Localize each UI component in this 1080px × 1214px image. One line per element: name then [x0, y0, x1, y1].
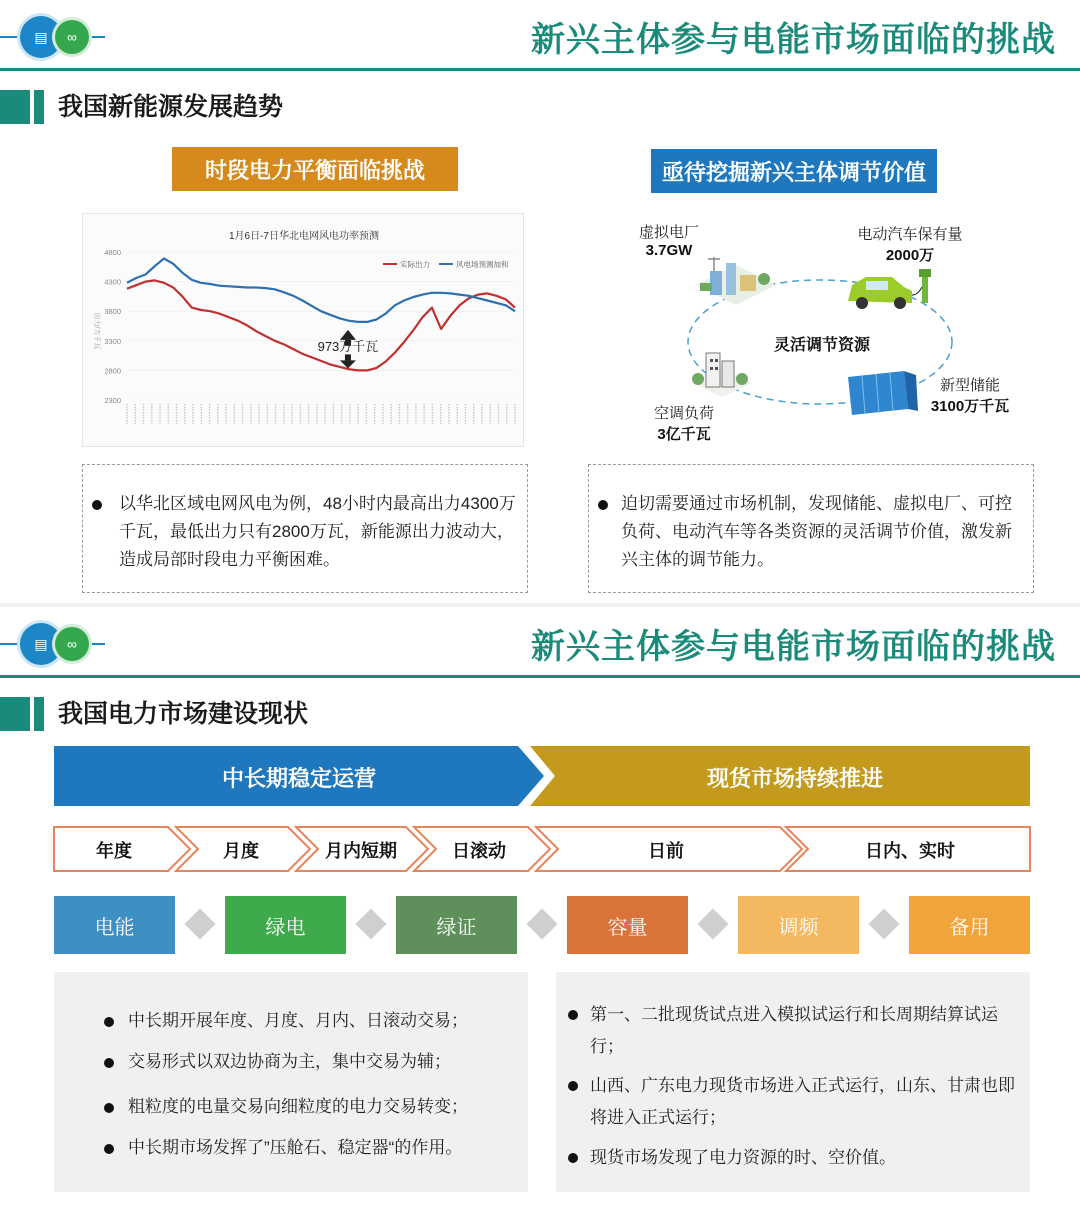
- y-tick-label: 2800: [104, 366, 121, 376]
- link-icon: ∞: [55, 627, 89, 661]
- y-tick-label: 4800: [104, 248, 121, 257]
- y-axis-label: 出力/万千瓦: [93, 312, 100, 350]
- header-rule: [0, 675, 1080, 678]
- y-tick-label: 4300: [104, 277, 121, 287]
- page-title: 新兴主体参与电能市场面临的挑战: [531, 21, 1056, 59]
- header-rule: [0, 68, 1080, 71]
- slide-header: [0, 607, 1080, 679]
- link-icon: ∞: [55, 20, 89, 54]
- storage-label: 新型储能: [939, 377, 1000, 394]
- timescale-year: 年度: [96, 841, 132, 861]
- air-conditioning-load-icon: [692, 353, 752, 397]
- y-tick-label: 3800: [104, 307, 121, 317]
- electric-car-icon: [848, 269, 931, 309]
- bullet-dot: [104, 1103, 114, 1113]
- ev-label: 电动汽车保有量: [857, 226, 963, 243]
- chart-title: 1月6日-7日华北电网风电功率预测: [228, 231, 380, 242]
- section-title: 我国电力市场建设现状: [58, 700, 309, 728]
- gap-annotation: 973万千瓦: [317, 339, 379, 355]
- product-reserve: 备用: [909, 896, 1030, 954]
- vpp-label: 虚拟电厂: [638, 224, 699, 241]
- ev-value: 2000万: [885, 247, 935, 264]
- slide-header: [0, 0, 1080, 72]
- long-term-arrow: 中长期稳定运营: [221, 765, 376, 791]
- bullet-dot: [92, 500, 102, 510]
- bullet-dot: [104, 1058, 114, 1068]
- product-green-power: 绿电: [225, 896, 346, 954]
- pill-power-balance: 时段电力平衡面临挑战: [172, 147, 458, 191]
- long-term-bullet-2: 交易形式以双边协商为主，集中交易为辅；: [128, 1052, 451, 1071]
- section-bar-icon: [0, 90, 30, 124]
- product-frequency-regulation: 调频: [738, 896, 859, 954]
- database-icon: ▤: [20, 16, 62, 58]
- vpp-value: 3.7GW: [645, 242, 693, 259]
- bullet-dot: [568, 1153, 578, 1163]
- spot-bullet-2: 山西、广东电力现货市场进入正式运行，山东、甘肃也即将进入正式运行；: [590, 1076, 1015, 1127]
- bullet-dot: [568, 1010, 578, 1020]
- bullet-dot: [104, 1144, 114, 1154]
- product-capacity: 容量: [567, 896, 688, 954]
- timescale-rolling: 日滚动: [452, 841, 506, 861]
- timescale-month: 月度: [223, 841, 259, 861]
- center-label: 灵活调节资源: [773, 337, 870, 354]
- spot-bullet-3: 现货市场发现了电力资源的时、空价值。: [590, 1148, 896, 1167]
- y-tick-label: 3300: [104, 336, 121, 346]
- section-bar-icon: [0, 697, 30, 731]
- arrow-down-stem: [345, 354, 351, 360]
- database-icon: ▤: [20, 623, 62, 665]
- bullet-dot: [568, 1081, 578, 1091]
- long-term-notes: [54, 972, 528, 1192]
- spot-bullet-1: 第一、二批现货试点进入模拟试运行和长周期结算试运行；: [590, 1005, 998, 1056]
- product-green-certificate: 绿证: [396, 896, 517, 954]
- energy-storage-icon: [848, 371, 918, 415]
- right-note-text: 迫切需要通过市场机制，发现储能、虚拟电厂、可控负荷、电动汽车等各类资源的灵活调节价值，激发新兴主体的调节能力。: [621, 494, 1012, 569]
- section-title: 我国新能源发展趋势: [58, 93, 284, 121]
- page-title: 新兴主体参与电能市场面临的挑战: [531, 628, 1056, 666]
- legend-label-1: 风电场预测加和: [456, 260, 509, 269]
- y-tick-label: 2300: [104, 396, 121, 405]
- virtual-power-plant-icon: [696, 257, 776, 305]
- flexible-resources-diagram: [586, 213, 1032, 451]
- bullet-dot: [598, 500, 608, 510]
- long-term-bullet-4: 中长期市场发挥了”压舱石、稳定器“的作用。: [128, 1138, 463, 1157]
- spot-arrow: 现货市场持续推进: [706, 765, 883, 791]
- ac-label: 空调负荷: [653, 405, 714, 422]
- legend-label-0: 实际出力: [400, 260, 430, 269]
- pill-regulation-value: 亟待挖掘新兴主体调节价值: [651, 149, 937, 193]
- storage-value: 3100万千瓦: [930, 398, 1010, 415]
- ac-value: 3亿千瓦: [657, 426, 711, 443]
- timescale-intramonth: 月内短期: [325, 841, 397, 861]
- timescale-intraday: 日内、实时: [865, 841, 955, 861]
- timescale-day-ahead: 日前: [648, 841, 684, 861]
- bullet-dot: [104, 1017, 114, 1027]
- spot-notes: [556, 972, 1030, 1192]
- wind-power-chart: [82, 213, 524, 447]
- wind-chart-svg: [83, 214, 525, 448]
- left-note-text: 以华北区域电网风电为例，48小时内最高出力4300万千瓦，最低出力只有2800万瓦，新能源出力波动大，造成局部时段电力平衡困难。: [119, 494, 516, 569]
- long-term-bullet-3: 粗粒度的电量交易向细粒度的电力交易转变；: [128, 1097, 468, 1116]
- slide-trend: [0, 0, 1080, 603]
- long-term-bullet-1: 中长期开展年度、月度、月内、日滚动交易；: [128, 1011, 468, 1030]
- product-energy: 电能: [54, 896, 175, 954]
- section-bar-small-icon: [34, 90, 44, 124]
- section-bar-small-icon: [34, 697, 44, 731]
- left-note-box: [82, 464, 528, 593]
- right-note-box: [588, 464, 1034, 593]
